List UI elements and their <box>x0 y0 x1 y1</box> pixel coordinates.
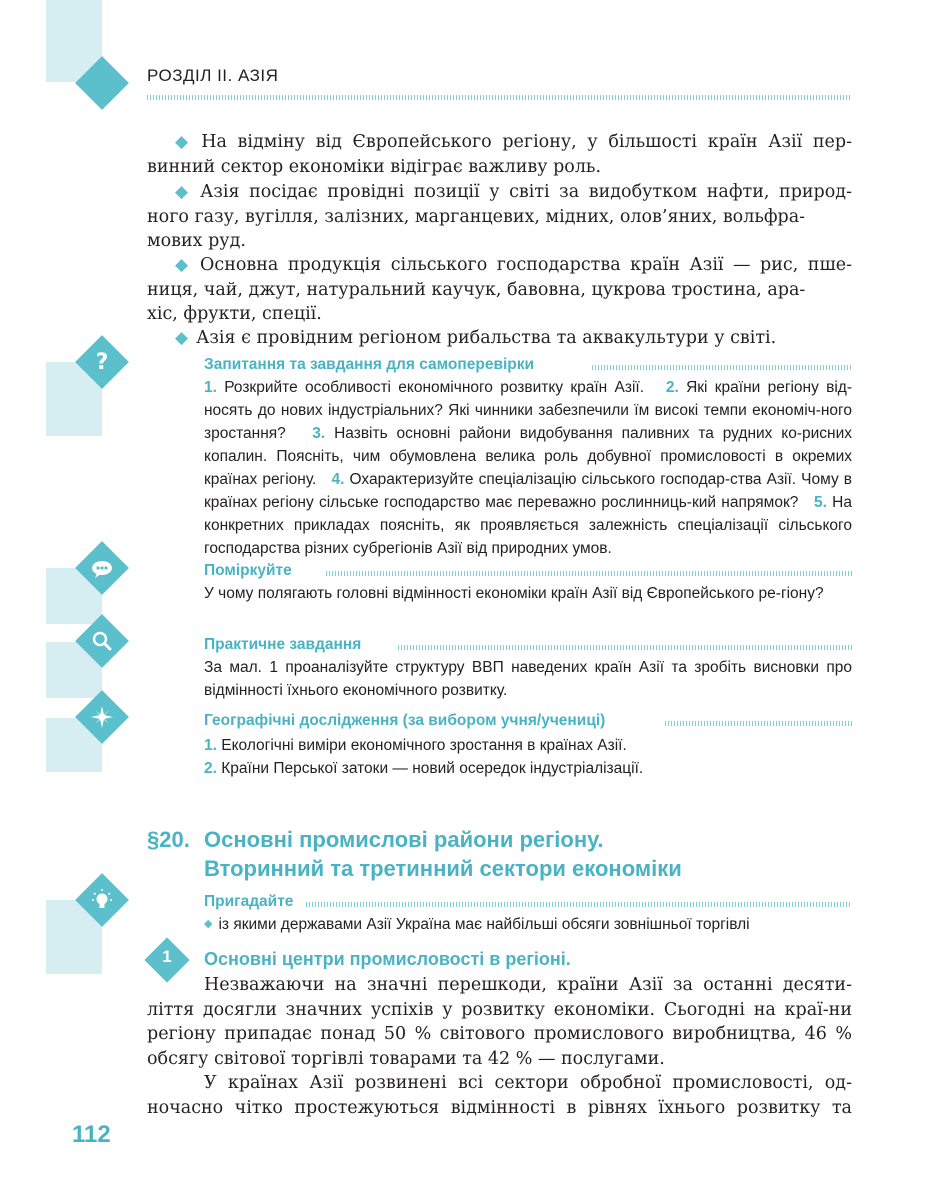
think-dotted-rule <box>326 571 852 576</box>
bullet-diamond-icon: ◆ <box>175 132 194 152</box>
recall-item: ◆ із якими державами Азії Україна має найбільші обсяги зовнішньої торгівлі <box>204 916 750 933</box>
practical-text: За мал. 1 проаналізуйте структуру ВВП наведених країн Азії та зробіть висновки про відмінності їхнього економічного розвитку. <box>204 659 852 699</box>
body-paragraph: Незважаючи на значні перешкоди, країни Азії за останні десяти-ліття досягли значних успіхів у розвитку економіки. Сьогодні на краї-ни регіону припадає понад 50 % світового промислового виробництва, 46 % обсягу світової торгівлі товарами та 42 % — послугами. <box>147 975 852 1069</box>
compass-star-glyph <box>88 703 116 731</box>
section-title-line1: Основні промислові райони регіону. <box>204 827 604 852</box>
bullet-item: ◆ Азія посідає провідні позиції у світі за видобутком нафти, природ- ного газу, вугілля, залізних, марганцевих, мідних, олов’яних, вольфра- мових руд. <box>147 182 852 251</box>
bullet-diamond-icon: ◆ <box>175 255 193 275</box>
research-item: 2. Країни Перської затоки — новий осередок індустріалізації. <box>204 760 644 777</box>
think-text: У чому полягають головні відмінності економіки країн Азії від Європейського ре-гіону? <box>204 585 824 602</box>
research-item: 1. Екологічні виміри економічного зростання в країнах Азії. <box>204 737 627 754</box>
chapter-header: РОЗДІЛ ІІ. АЗІЯ <box>147 66 279 85</box>
recall-dotted-rule <box>306 902 852 907</box>
think-title: Поміркуйте <box>204 562 292 579</box>
bullet-item: ◆ Основна продукція сільського господарства країн Азії — рис, пше- ниця, чай, джут, натуральний каучук, бавовна, цукрова тростина, ара- хіс, фрукти, спеції. <box>147 255 853 324</box>
speech-bubble-glyph <box>88 557 116 581</box>
selfcheck-title: Запитання та завдання для самоперевірки <box>204 356 535 373</box>
practical-dotted-rule <box>398 645 852 650</box>
recall-title: Пригадайте <box>204 893 294 910</box>
subsection-title: Основні центри промисловості в регіоні. <box>204 949 571 969</box>
research-title: Географічні дослідження (за вибором учня/учениці) <box>204 712 606 729</box>
bullet-item: ◆ На відміну від Європейського регіону, у більшості країн Азії пер- винний сектор економіки відіграє важливу роль. <box>147 132 852 177</box>
research-dotted-rule <box>665 721 852 726</box>
header-dotted-rule <box>147 95 852 100</box>
selfcheck-dotted-rule <box>592 365 852 370</box>
section-number: §20. <box>147 827 190 852</box>
selfcheck-body: 1. Розкрийте особливості економічного розвитку країн Азії. 2. Які країни регіону від-носять до нових індустріальних? Які чинники забезпечили їм високі темпи економіч-ного зростання? 3. Назвіть основні райони видобування паливних та рудних ко-рисних копалин. Поясніть, чим обумовлена велика роль добувної промисловості в окремих країнах регіону. 4. Охарактеризуйте спеціалізацію сільського господар-ства Азії. Чому в країнах регіону сільське господарство має переважно рослинниць-кий напрямок? 5. На конкретних прикладах поясніть, як проявляється залежність спеціалізації сільського господарства різних субрегіонів Азії від природних умов. <box>204 379 853 557</box>
magnifier-glyph <box>89 628 115 654</box>
bullet-item: ◆ Азія є провідним регіоном рибальства та аквакультури у світі. <box>147 326 852 351</box>
lightbulb-glyph <box>89 887 115 915</box>
bullet-diamond-icon: ◆ <box>175 328 189 348</box>
small-diamond-icon: ◆ <box>204 918 213 930</box>
practical-title: Практичне завдання <box>204 636 362 653</box>
section-title-line2: Вторинний та третинний сектори економіки <box>204 856 682 881</box>
page-number: 112 <box>72 1121 111 1148</box>
body-paragraph: У країнах Азії розвинені всі сектори обробної промисловості, од-ночасно чітко простежуються відмінності в рівнях їхнього розвитку та <box>147 1073 852 1118</box>
subsection-number: 1 <box>162 947 172 966</box>
bullet-diamond-icon: ◆ <box>175 182 193 202</box>
